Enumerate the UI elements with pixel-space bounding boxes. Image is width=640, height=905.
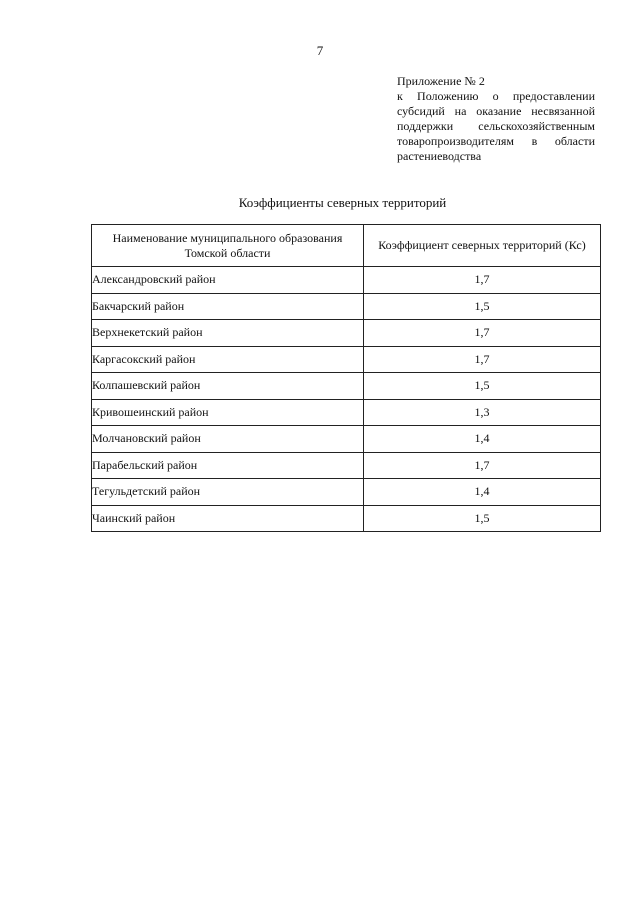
document-title: Коэффициенты северных территорий [238, 195, 447, 210]
municipality-name: Чаинский район [92, 505, 364, 532]
municipality-name: Кривошеинский район [92, 399, 364, 426]
municipality-name: Каргасокский район [92, 346, 364, 373]
table-row [92, 267, 601, 294]
header-municipality: Наименование муниципального образования Томской области [92, 225, 364, 267]
municipality-name: Бакчарский район [92, 293, 364, 320]
page-number: 7 [316, 43, 324, 58]
appendix-heading: Приложение № 2 [397, 74, 485, 88]
header-coefficient: Коэффициент северных территорий (Кс) [364, 225, 601, 267]
coefficient-value: 1,7 [364, 346, 601, 373]
table-row [92, 426, 601, 453]
table-row [92, 399, 601, 426]
table-row [92, 320, 601, 347]
table-row [92, 373, 601, 400]
table-header-row [92, 225, 601, 267]
coefficient-value: 1,5 [364, 293, 601, 320]
table-row [92, 505, 601, 532]
municipality-name: Колпашевский район [92, 373, 364, 400]
coefficient-value: 1,7 [364, 267, 601, 294]
municipality-name: Молчановский район [92, 426, 364, 453]
municipality-name: Парабельский район [92, 452, 364, 479]
coefficient-value: 1,4 [364, 426, 601, 453]
municipality-name: Верхнекетский район [92, 320, 364, 347]
appendix-block [397, 74, 595, 164]
appendix-text: к Положению о предоставлении субсидий на оказание несвязанной поддержки сельскохозяйственным товаропроизводителям в области растениеводства [397, 89, 595, 163]
coefficient-value: 1,4 [364, 479, 601, 506]
coefficient-value: 1,3 [364, 399, 601, 426]
coefficient-value: 1,7 [364, 452, 601, 479]
coefficients-table [91, 224, 601, 532]
coefficient-value: 1,5 [364, 373, 601, 400]
table-row [92, 452, 601, 479]
municipality-name: Тегульдетский район [92, 479, 364, 506]
table-row [92, 479, 601, 506]
table-row [92, 293, 601, 320]
coefficient-value: 1,5 [364, 505, 601, 532]
table-row [92, 346, 601, 373]
coefficient-value: 1,7 [364, 320, 601, 347]
municipality-name: Александровский район [92, 267, 364, 294]
